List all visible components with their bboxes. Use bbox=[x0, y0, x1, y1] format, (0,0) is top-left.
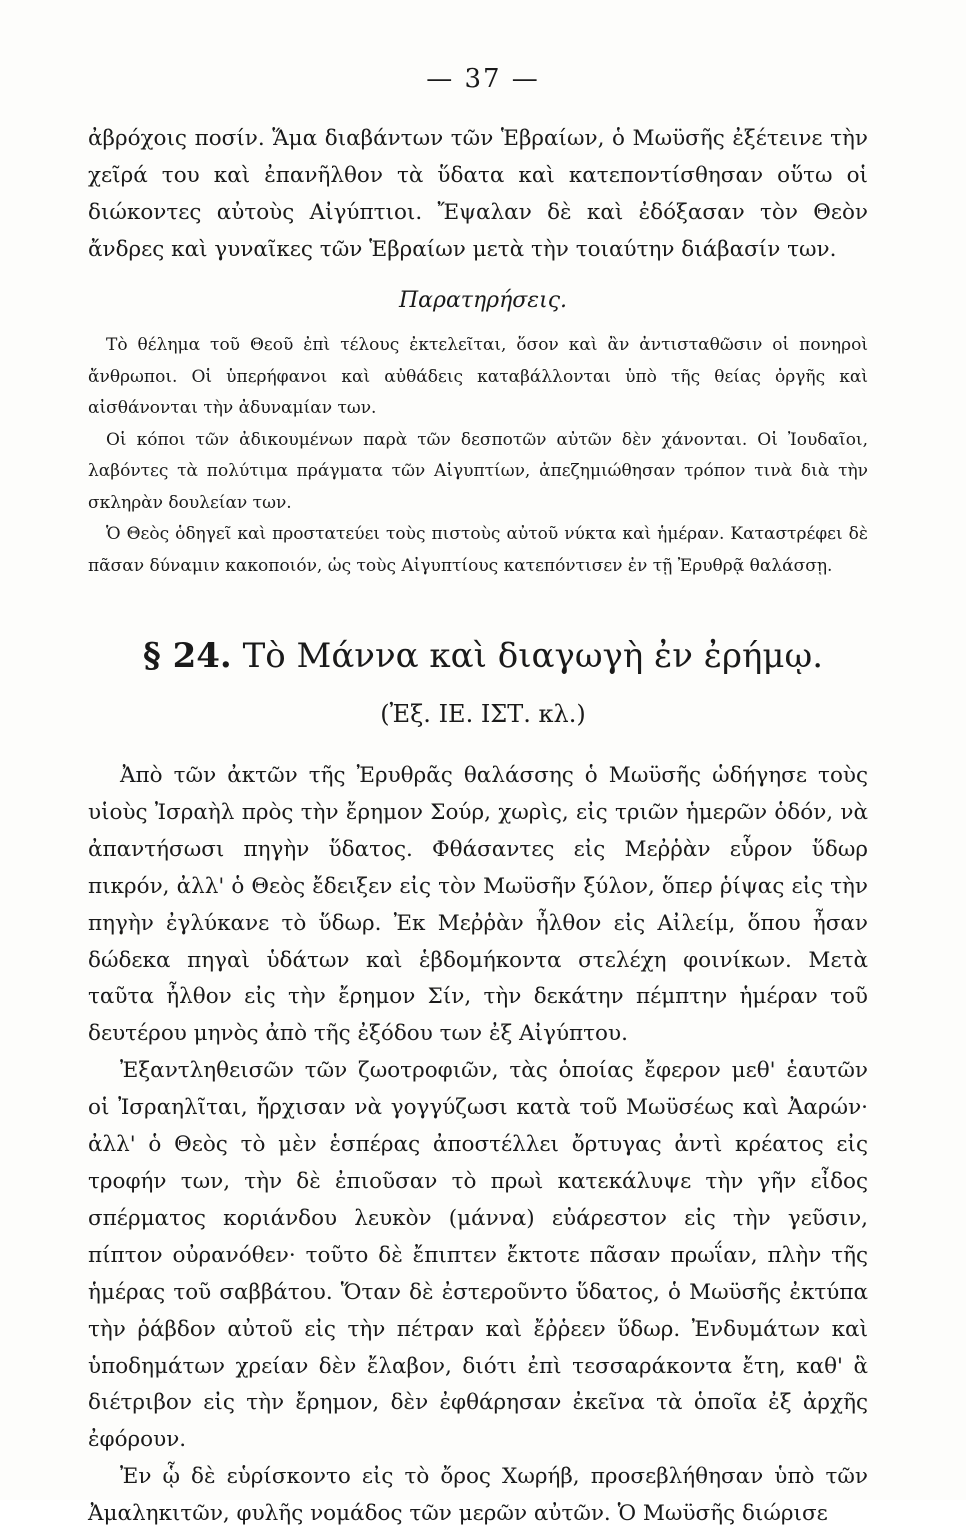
page-number: — 37 — bbox=[426, 64, 540, 94]
observation-paragraph: Ὁ Θεὸς ὁδηγεῖ καὶ προστατεύει τοὺς πιστοὺς αὐτοῦ νύκτα καὶ ἡμέραν. Καταστρέφει δὲ πᾶσαν δύναμιν κακοποιόν, ὡς τοὺς Αἰγυπτίους κατεπόντισεν ἐν τῇ Ἐρυθρᾷ θαλάσσῃ. bbox=[88, 524, 868, 576]
section-body bbox=[88, 758, 868, 1533]
section-heading bbox=[0, 636, 966, 676]
observations-heading: Παρατηρήσεις. bbox=[398, 288, 568, 313]
section-title: Τὸ Μάννα καὶ διαγωγὴ ἐν ἐρήμῳ. bbox=[242, 636, 824, 676]
body-paragraph: Ἀπὸ τῶν ἀκτῶν τῆς Ἐρυθρᾶς θαλάσσης ὁ Μωϋσῆς ὡδήγησε τοὺς υἱοὺς Ἰσραὴλ πρὸς τὴν ἔρημον Σούρ, χωρὶς, εἰς τριῶν ἡμερῶν ὁδόν, νὰ ἀπαντήσωσι πηγὴν ὕδατος. Φθάσαντες εἰς Μεῤῥὰν εὗρον ὕδωρ πικρόν, ἀλλ' ὁ Θεὸς ἔδειξεν εἰς τὸν Μωϋσῆν ξύλον, ὅπερ ῥίψας εἰς τὴν πηγὴν ἐγλύκανε τὸ ὕδωρ. Ἐκ Μεῤῥὰν ἦλθον εἰς Αἰλείμ, ὅπου ἦσαν δώδεκα πηγαὶ ὑδάτων καὶ ἑβδομήκοντα στελέχη φοινίκων. Μετὰ ταῦτα ἦλθον εἰς τὴν ἔρημον Σίν, τὴν δεκάτην πέμπτην ἡμέραν τοῦ δευτέρου μηνὸς ἀπὸ τῆς ἐξόδου των ἐξ Αἰγύπτου. bbox=[88, 763, 868, 1047]
body-paragraph: Ἐξαντληθεισῶν τῶν ζωοτροφιῶν, τὰς ὁποίας ἔφερον μεθ' ἑαυτῶν οἱ Ἰσραηλῖται, ἤρχισαν νὰ γογγύζωσι κατὰ τοῦ Μωϋσέως καὶ Ἀαρών· ἀλλ' ὁ Θεὸς τὸ μὲν ἑσπέρας ἀποστέλλει ὄρτυγας ἀντὶ κρέατος εἰς τροφήν των, τὴν δὲ ἐπιοῦσαν τὸ πρωὶ κατεκάλυψε τὴν γῆν εἶδος σπέρματος κοριάνδου λευκὸν (μάννα) εὐάρεστον εἰς τὴν γεῦσιν, πίπτον οὐρανόθεν· τοῦτο δὲ ἔπιπτεν ἔκτοτε πᾶσαν πρωΐαν, πλὴν τῆς ἡμέρας τοῦ σαββάτου. Ὅταν δὲ ἐστεροῦντο ὕδατος, ὁ Μωϋσῆς ἐκτύπα τὴν ῥάβδον αὐτοῦ εἰς τὴν πέτραν καὶ ἔῤῥεεν ὕδωρ. Ἐνδυμάτων καὶ ὑποδημάτων χρείαν δὲν ἔλαβον, διότι ἐπὶ τεσσαράκοντα ἔτη, καθ' ἃ διέτριβον εἰς τὴν ἔρημον, δὲν ἐφθάρησαν ἐκεῖνα τὰ ὁποῖα ἐξ ἀρχῆς ἐφόρουν. bbox=[88, 1058, 868, 1453]
section-number: § 24. bbox=[142, 636, 232, 676]
observation-paragraph: Οἱ κόποι τῶν ἀδικουμένων παρὰ τῶν δεσποτῶν αὐτῶν δὲν χάνονται. Οἱ Ἰουδαῖοι, λαβόντες τὰ πολύτιμα πράγματα τῶν Αἰγυπτίων, ἀπεζημιώθησαν τρόπον τινὰ διὰ τὴν σκληρὰν δουλείαν των. bbox=[88, 429, 868, 513]
body-paragraph: Ἐν ᾧ δὲ εὑρίσκοντο εἰς τὸ ὄρος Χωρήβ, προσεβλήθησαν ὑπὸ τῶν Ἀμαληκιτῶν, φυλῆς νομάδος τῶν μερῶν αὐτῶν. Ὁ Μωϋσῆς διώρισε bbox=[88, 1464, 868, 1527]
intro-text-block bbox=[88, 120, 868, 268]
section-reference: (Ἐξ. ΙΕ. ΙΣΤ. κλ.) bbox=[380, 700, 586, 728]
observation-paragraph: Τὸ θέλημα τοῦ Θεοῦ ἐπὶ τέλους ἐκτελεῖται, ὅσον καὶ ἂν ἀντισταθῶσιν οἱ πονηροὶ ἄνθρωποι. Οἱ ὑπερήφανοι καὶ αὐθάδεις καταβάλλονται ὑπὸ τῆς θείας ὀργῆς καὶ αἰσθάνονται τὴν ἀδυναμίαν των. bbox=[88, 335, 868, 418]
intro-paragraph: ἀβρόχοις ποσίν. Ἅμα διαβάντων τῶν Ἑβραίων, ὁ Μωϋσῆς ἐξέτεινε τὴν χεῖρά του καὶ ἐπανῆλθον τὰ ὕδατα καὶ κατεποντίσθησαν οὕτω οἱ διώκοντες αὐτοὺς Αἰγύπτιοι. Ἔψαλαν δὲ καὶ ἐδόξασαν τὸν Θεὸν ἄνδρες καὶ γυναῖκες τῶν Ἑβραίων μετὰ τὴν τοιαύτην διάβασίν των. bbox=[88, 126, 868, 262]
observations-block bbox=[88, 330, 868, 582]
